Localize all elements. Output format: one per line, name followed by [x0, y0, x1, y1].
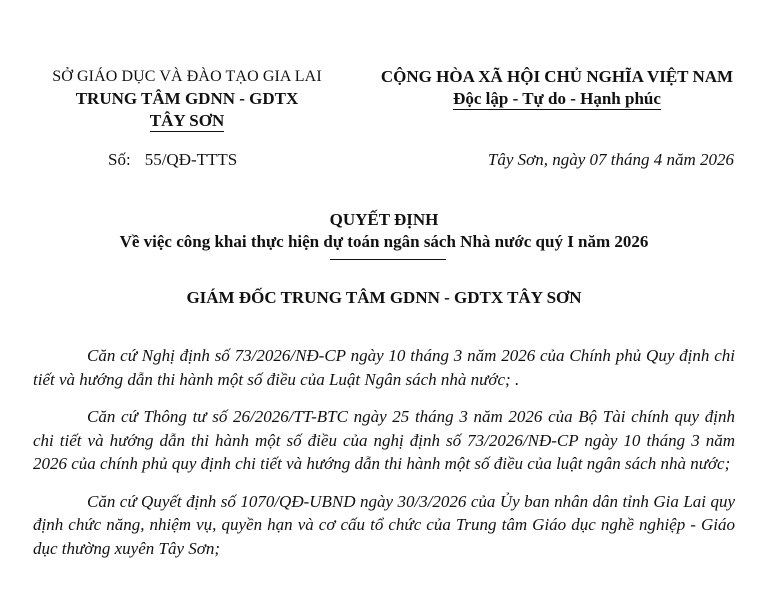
agency-line-3: TÂY SƠN — [149, 111, 225, 130]
national-motto-block — [362, 66, 752, 110]
nation-name: CỘNG HÒA XÃ HỘI CHỦ NGHĨA VIỆT NAM — [380, 67, 734, 86]
document-date: Tây Sơn, ngày 07 tháng 4 năm 2026 — [487, 150, 734, 169]
document-number — [108, 150, 237, 170]
agency-line-1: SỞ GIÁO DỤC VÀ ĐÀO TẠO GIA LAI — [52, 68, 322, 85]
legal-basis-paragraph: Căn cứ Nghị định số 73/2026/NĐ-CP ngày 10 tháng 3 năm 2026 của Chính phủ Quy định chi tiết và hướng dẫn thi hành một số điều của Luật Ngân sách nhà nước; . — [33, 346, 735, 389]
nation-motto: Độc lập - Tự do - Hạnh phúc — [453, 89, 661, 108]
title-underline — [330, 259, 446, 260]
document-body — [33, 344, 735, 574]
director-heading: GIÁM ĐỐC TRUNG TÂM GDNN - GDTX TÂY SƠN — [186, 288, 582, 307]
title-subject: Về việc công khai thực hiện dự toán ngân sách Nhà nước quý I năm 2026 — [119, 232, 649, 251]
legal-basis-paragraph: Căn cứ Quyết định số 1070/QĐ-UBND ngày 30/3/2026 của Ủy ban nhân dân tỉnh Gia Lai quy định chức năng, nhiệm vụ, quyền hạn và cơ cấu tổ chức của Trung tâm Giáo dục nghề nghiệp - Giáo dục thường xuyên Tây Sơn; — [33, 491, 735, 558]
title-heading: QUYẾT ĐỊNH — [329, 210, 439, 229]
document-number-label: Số: — [108, 150, 131, 169]
legal-basis-paragraph: Căn cứ Thông tư số 26/2026/TT-BTC ngày 25 tháng 3 năm 2026 của Bộ Tài chính quy định chi tiết và hướng dẫn thi hành một số điều của nghị định số 73/2026/NĐ-CP ngày 10 tháng 3 năm 2026 của chính phủ quy định chi tiết và hướng dẫn thi hành một số điều của luật ngân sách nhà nước; — [33, 407, 735, 473]
agency-line-2: TRUNG TÂM GDNN - GDTX — [75, 89, 299, 108]
document-number-value: 55/QĐ-TTTS — [144, 150, 238, 169]
issuing-agency-block — [22, 66, 352, 132]
document-title — [0, 209, 768, 253]
